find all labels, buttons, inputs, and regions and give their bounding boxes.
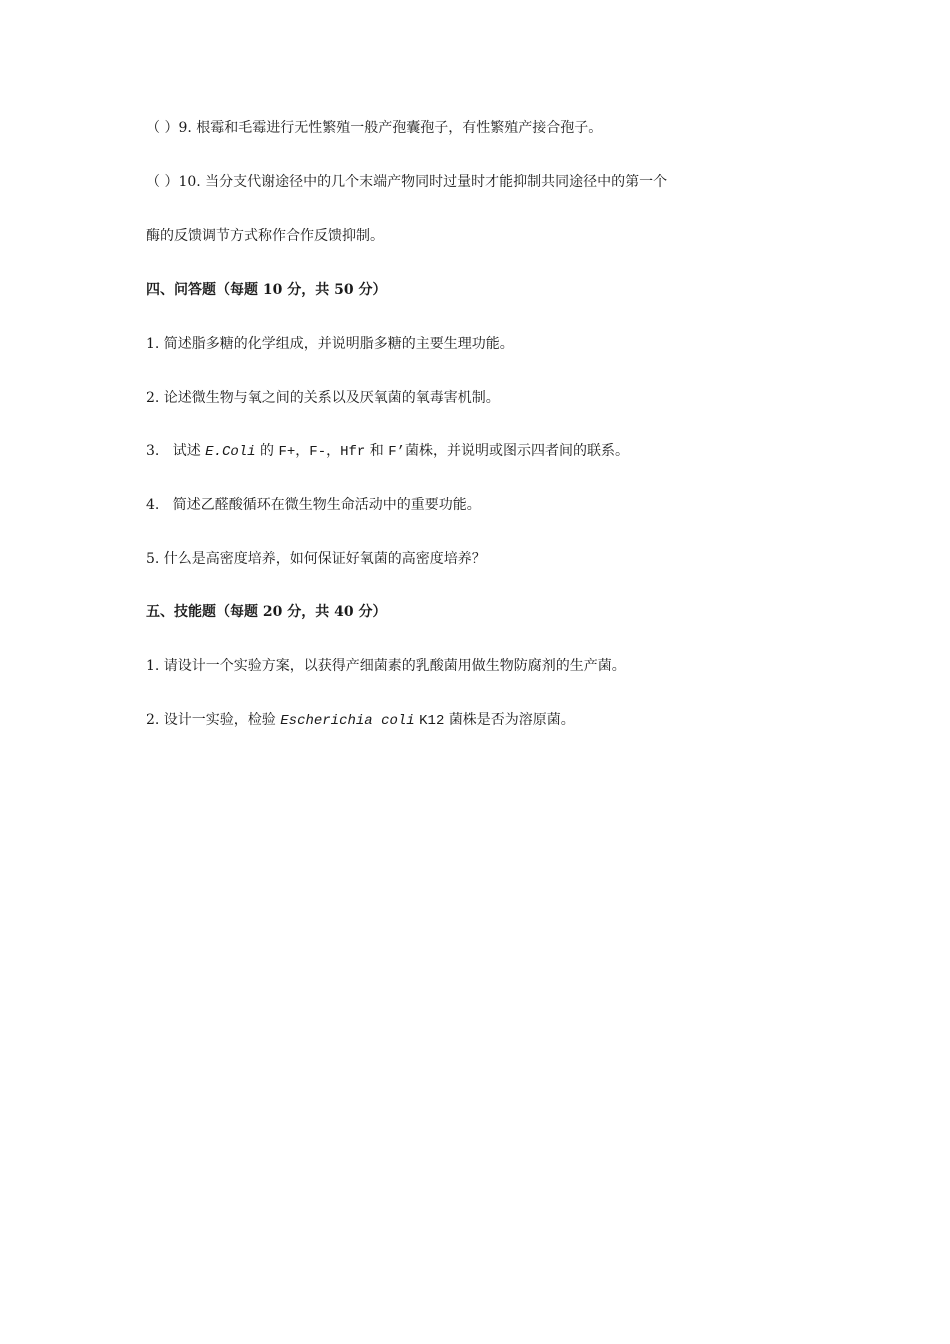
question-text: 试述 [172,443,201,459]
question-text: 菌株，并说明或图示四者间的联系。 [405,443,630,459]
essay-question-1: 1. 简述脂多糖的化学组成，并说明脂多糖的主要生理功能。 [146,336,514,352]
question-text: 简述乙醛酸循环在微生物生命活动中的重要功能。 [172,497,481,513]
section-4-heading: 四、问答题（每题 10 分，共 50 分） [146,282,387,298]
strain-name: K12 [419,713,445,729]
tf-question-9 [146,118,602,138]
question-text: 2. 设计一实验，检验 [146,712,276,728]
tf-question-10-line1 [146,172,667,192]
essay-question-2: 2. 论述微生物与氧之间的关系以及厌氧菌的氧毒害机制。 [146,390,500,406]
question-number: 3. [146,443,160,459]
tf-question-10-line2: 酶的反馈调节方式称作合作反馈抑制。 [146,228,384,244]
essay-question-4 [146,495,481,515]
question-text: 10. 当分支代谢途径中的几个末端产物同时过量时才能抑制共同途径中的第一个 [178,174,668,190]
answer-paren: （ ） [146,120,179,136]
section-5-heading: 五、技能题（每题 20 分，共 40 分） [146,604,387,620]
skill-question-1: 1. 请设计一个实验方案，以获得产细菌素的乳酸菌用做生物防腐剂的生产菌。 [146,658,626,674]
essay-question-3 [146,441,629,462]
question-number: 4. [146,497,160,513]
question-text: 和 [369,443,384,459]
species-name: Escherichia coli [280,713,415,729]
answer-paren: （ ） [146,174,179,190]
strain-fprime: F’ [388,444,406,460]
essay-question-5: 5. 什么是高密度培养，如何保证好氧菌的高密度培养？ [146,551,486,567]
question-text: 菌株是否为溶原菌。 [448,712,575,728]
strain-list: F+，F-，Hfr [278,444,366,460]
skill-question-2 [146,710,575,731]
question-text: 9. 根霉和毛霉进行无性繁殖一般产孢囊孢子，有性繁殖产接合孢子。 [178,120,603,136]
question-text: 的 [260,443,275,459]
species-name: E.Coli [205,444,256,460]
